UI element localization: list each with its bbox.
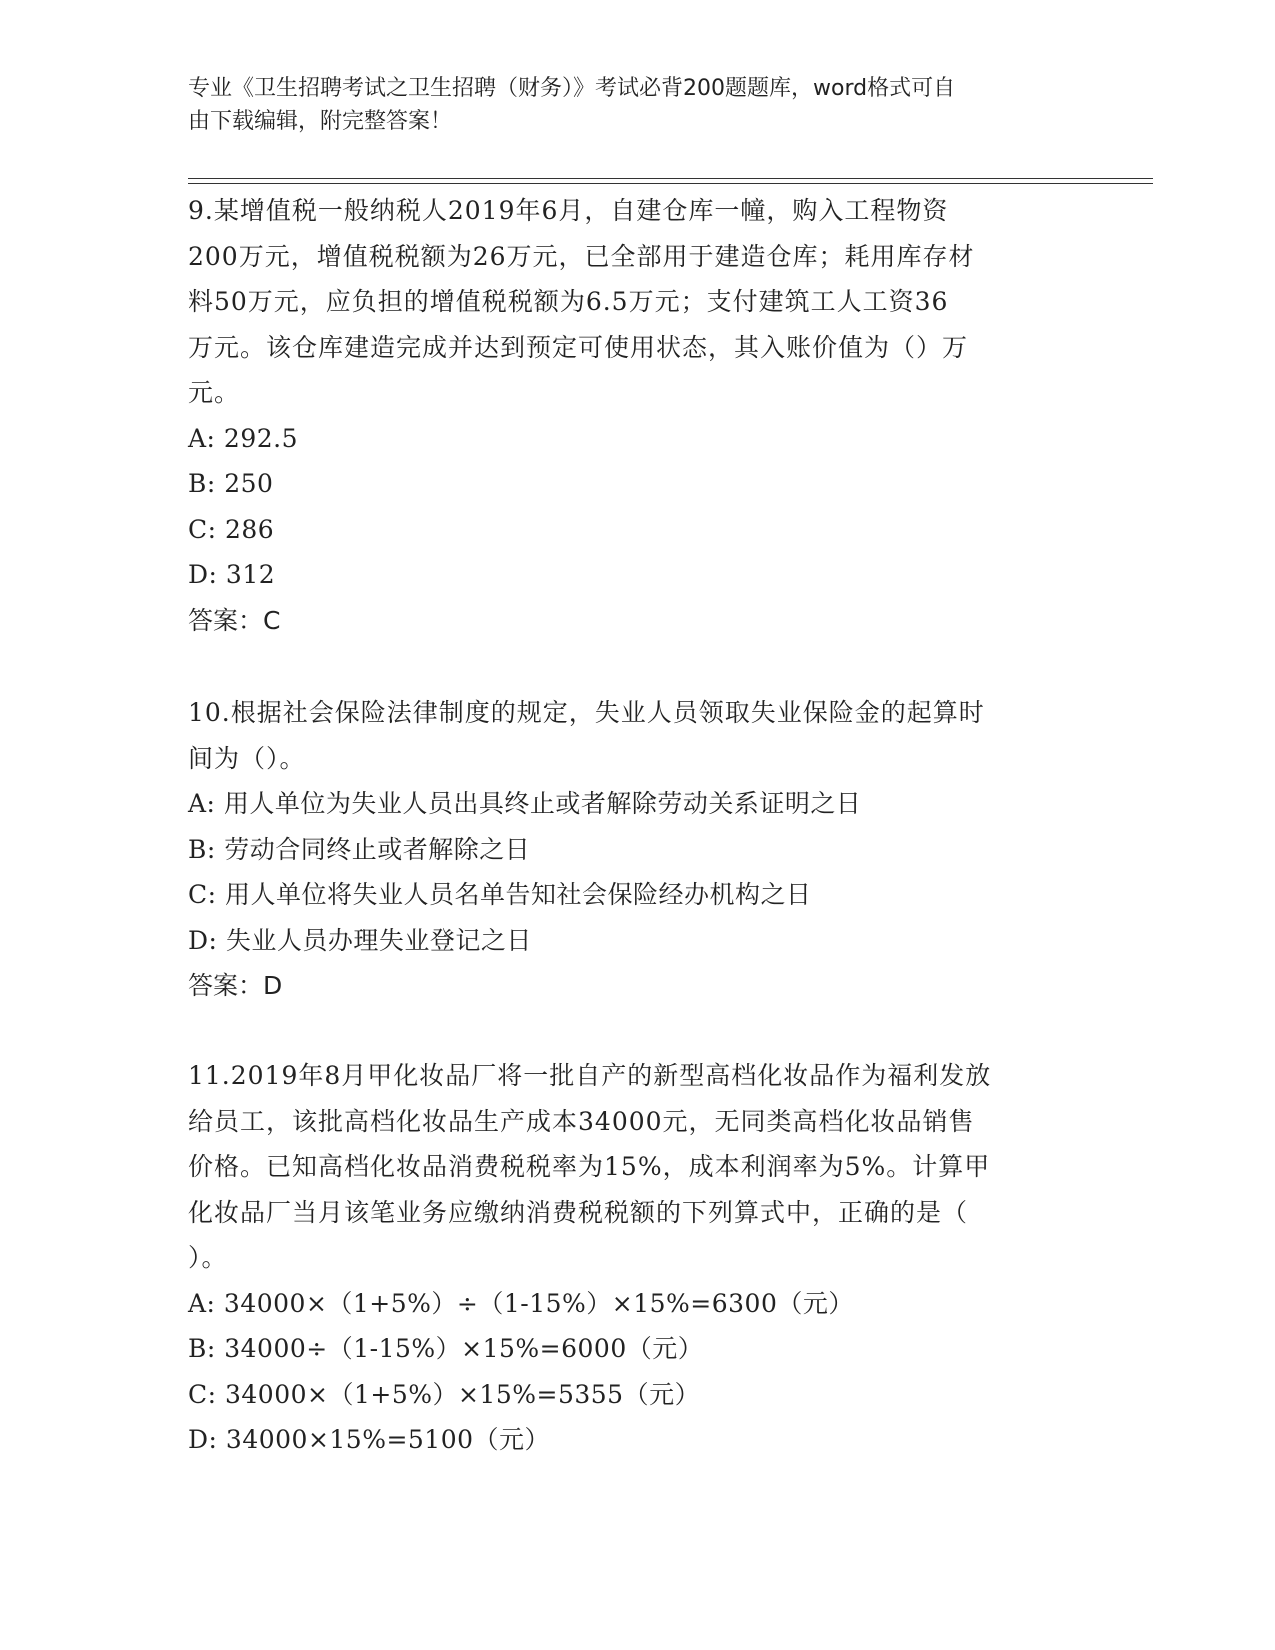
stem-line: 200万元，增值税税额为26万元，已全部用于建造仓库；耗用库存材 (188, 241, 975, 271)
stem-line: 化妆品厂当月该笔业务应缴纳消费税税额的下列算式中，正确的是（ (188, 1197, 969, 1227)
stem-line: 元。 (188, 378, 241, 407)
question-stem (188, 188, 1068, 416)
header-divider-top (188, 178, 1153, 179)
option-d: D: 34000×15%=5100（元） (188, 1425, 551, 1454)
question-9 (188, 188, 1068, 643)
header-divider-bottom (188, 183, 1153, 184)
option-c: C: 34000×（1+5%）×15%=5355（元） (188, 1379, 701, 1409)
option-d: D: 失业人员办理失业登记之日 (188, 925, 532, 955)
option-a: A: 34000×（1+5%）÷（1-15%）×15%=6300（元） (188, 1288, 854, 1318)
stem-line: 料50万元，应负担的增值税税额为6.5万元；支付建筑工人工资36 (188, 287, 949, 316)
stem-line: 11.2019年8月甲化妆品厂将一批自产的新型高档化妆品作为福利发放 (188, 1061, 992, 1090)
question-stem (188, 690, 1068, 781)
document-header (188, 72, 1068, 138)
option-b: B: 250 (188, 469, 274, 498)
stem-line: 给员工，该批高档化妆品生产成本34000元，无同类高档化妆品销售 (188, 1106, 975, 1136)
option-b: B: 34000÷（1-15%）×15%=6000（元） (188, 1334, 704, 1363)
question-stem (188, 1053, 1068, 1281)
option-b: B: 劳动合同终止或者解除之日 (188, 834, 531, 864)
option-c: C: 用人单位将失业人员名单告知社会保险经办机构之日 (188, 880, 812, 909)
header-line-2: 由下载编辑，附完整答案！ (188, 109, 453, 134)
question-10 (188, 690, 1068, 1008)
option-d: D: 312 (188, 560, 276, 589)
stem-line: ）。 (188, 1243, 228, 1272)
option-a: A: 用人单位为失业人员出具终止或者解除劳动关系证明之日 (188, 789, 862, 818)
stem-line: 9.某增值税一般纳税人2019年6月，自建仓库一幢，购入工程物资 (188, 196, 949, 225)
stem-line: 10.根据社会保险法律制度的规定，失业人员领取失业保险金的起算时 (188, 698, 985, 727)
answer: 答案：C (188, 605, 281, 635)
option-c: C: 286 (188, 514, 275, 544)
header-line-1: 专业《卫生招聘考试之卫生招聘（财务）》考试必背200题题库，word格式可自 (188, 76, 956, 101)
option-a: A: 292.5 (188, 423, 298, 453)
stem-line: 价格。已知高档化妆品消费税税率为15%，成本利润率为5%。计算甲 (188, 1152, 991, 1181)
stem-line: 间为（）。 (188, 743, 306, 773)
stem-line: 万元。该仓库建造完成并达到预定可使用状态，其入账价值为（）万 (188, 332, 969, 362)
question-11 (188, 1053, 1068, 1463)
answer: 答案：D (188, 971, 283, 1000)
